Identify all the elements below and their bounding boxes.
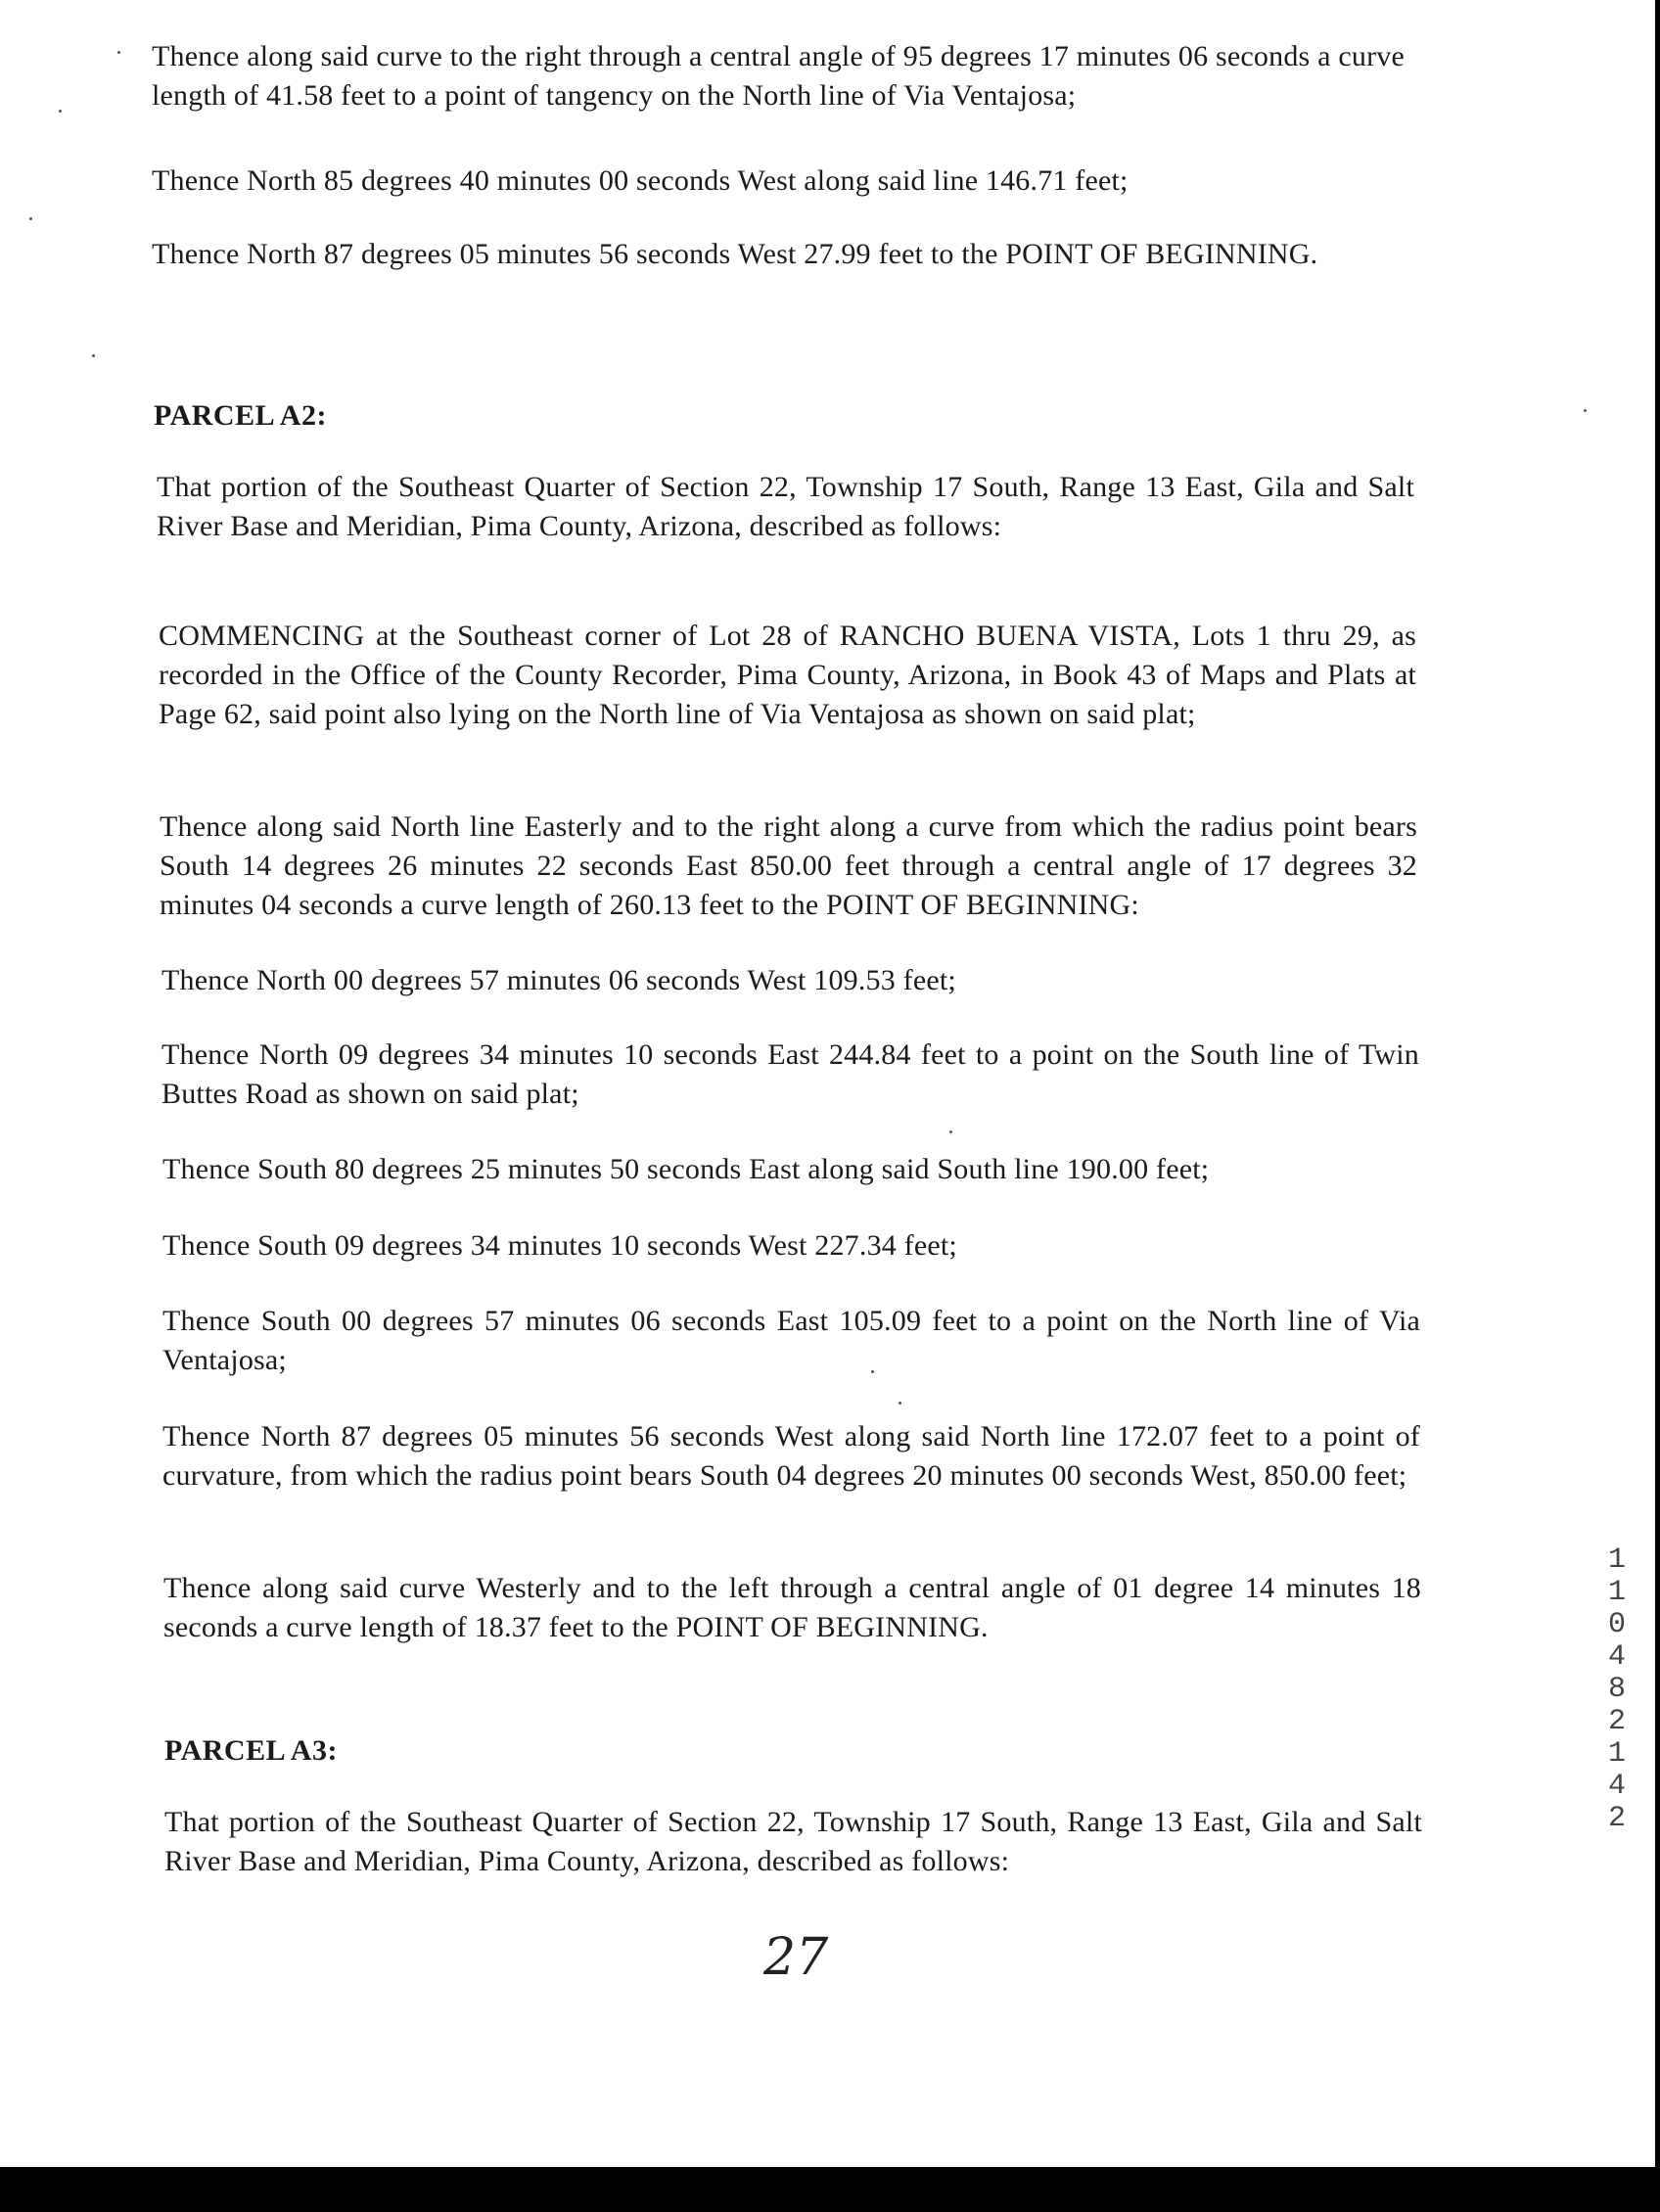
scan-speck (59, 110, 62, 113)
paragraph: That portion of the Southeast Quarter of Section 22, Township 17 South, Range 13 East, Gila and Salt River Base and Meridian, Pima County, Arizona, described as follows: (157, 471, 1414, 542)
paragraph: Thence North 85 degrees 40 minutes 00 seconds West along said line 146.71 feet; (152, 164, 1129, 197)
parcel-a2-heading: PARCEL A2: (154, 399, 327, 432)
scan-speck (92, 354, 95, 357)
paragraph: Thence North 87 degrees 05 minutes 56 seconds West along said North line 172.07 feet to a point of curvature, from which the radius point bears South 04 degrees 20 minutes 00 seconds West, 850.00 feet; (162, 1420, 1420, 1492)
paragraph: Thence along said North line Easterly and to the right along a curve from which the radius point bears South 14 degrees 26 minutes 22 seconds East 850.00 feet through a central angle of 17 degrees 32 minutes 04 seconds a curve length of 260.13 feet to the POINT OF BEGINNING: (160, 810, 1417, 921)
paragraph: Thence along said curve to the right through a central angle of 95 degrees 17 minutes 06 seconds a curve length of 41.58 feet to a point of tangency on the North line of Via Ventajosa; (152, 40, 1405, 112)
paragraph: COMMENCING at the Southeast corner of Lot 28 of RANCHO BUENA VISTA, Lots 1 thru 29, as recorded in the Office of the County Recorder, Pima County, Arizona, in Book 43 of Maps and Plats at Page 62, said point also lying on the North line of Via Ventajosa as shown on said plat; (159, 620, 1416, 730)
scan-speck (949, 1130, 952, 1133)
scan-bottom-border (0, 2167, 1660, 2212)
document-number-stamp (1603, 1544, 1631, 1835)
scan-speck (899, 1402, 901, 1405)
paragraph: Thence North 87 degrees 05 minutes 56 seconds West 27.99 feet to the POINT OF BEGINNING. (152, 238, 1318, 270)
paragraph: That portion of the Southeast Quarter of Section 22, Township 17 South, Range 13 East, Gila and Salt River Base and Meridian, Pima County, Arizona, described as follows: (164, 1806, 1422, 1877)
paragraph: Thence South 80 degrees 25 minutes 50 seconds East along said South line 190.00 feet; (162, 1153, 1210, 1185)
paragraph: Thence South 00 degrees 57 minutes 06 seconds East 105.09 feet to a point on the North line of Via Ventajosa; (162, 1305, 1420, 1376)
paragraph: Thence South 09 degrees 34 minutes 10 seconds West 227.34 feet; (162, 1229, 957, 1262)
scan-speck (29, 217, 32, 220)
page-number: 27 (763, 1928, 829, 1987)
paragraph: Thence North 00 degrees 57 minutes 06 seconds West 109.53 feet; (161, 964, 956, 996)
parcel-a3-heading: PARCEL A3: (164, 1734, 338, 1767)
paragraph: Thence along said curve Westerly and to the left through a central angle of 01 degree 14 minutes 18 seconds a curve length of 18.37 feet to the POINT OF BEGINNING. (163, 1572, 1421, 1643)
scan-right-border (1655, 0, 1660, 2212)
paragraph: Thence North 09 degrees 34 minutes 10 seconds East 244.84 feet to a point on the South line of Twin Buttes Road as shown on said plat; (161, 1038, 1419, 1110)
scan-speck (117, 51, 120, 54)
document-number-text: 11048 2142 (1607, 1544, 1626, 1835)
scan-speck (1584, 409, 1587, 412)
